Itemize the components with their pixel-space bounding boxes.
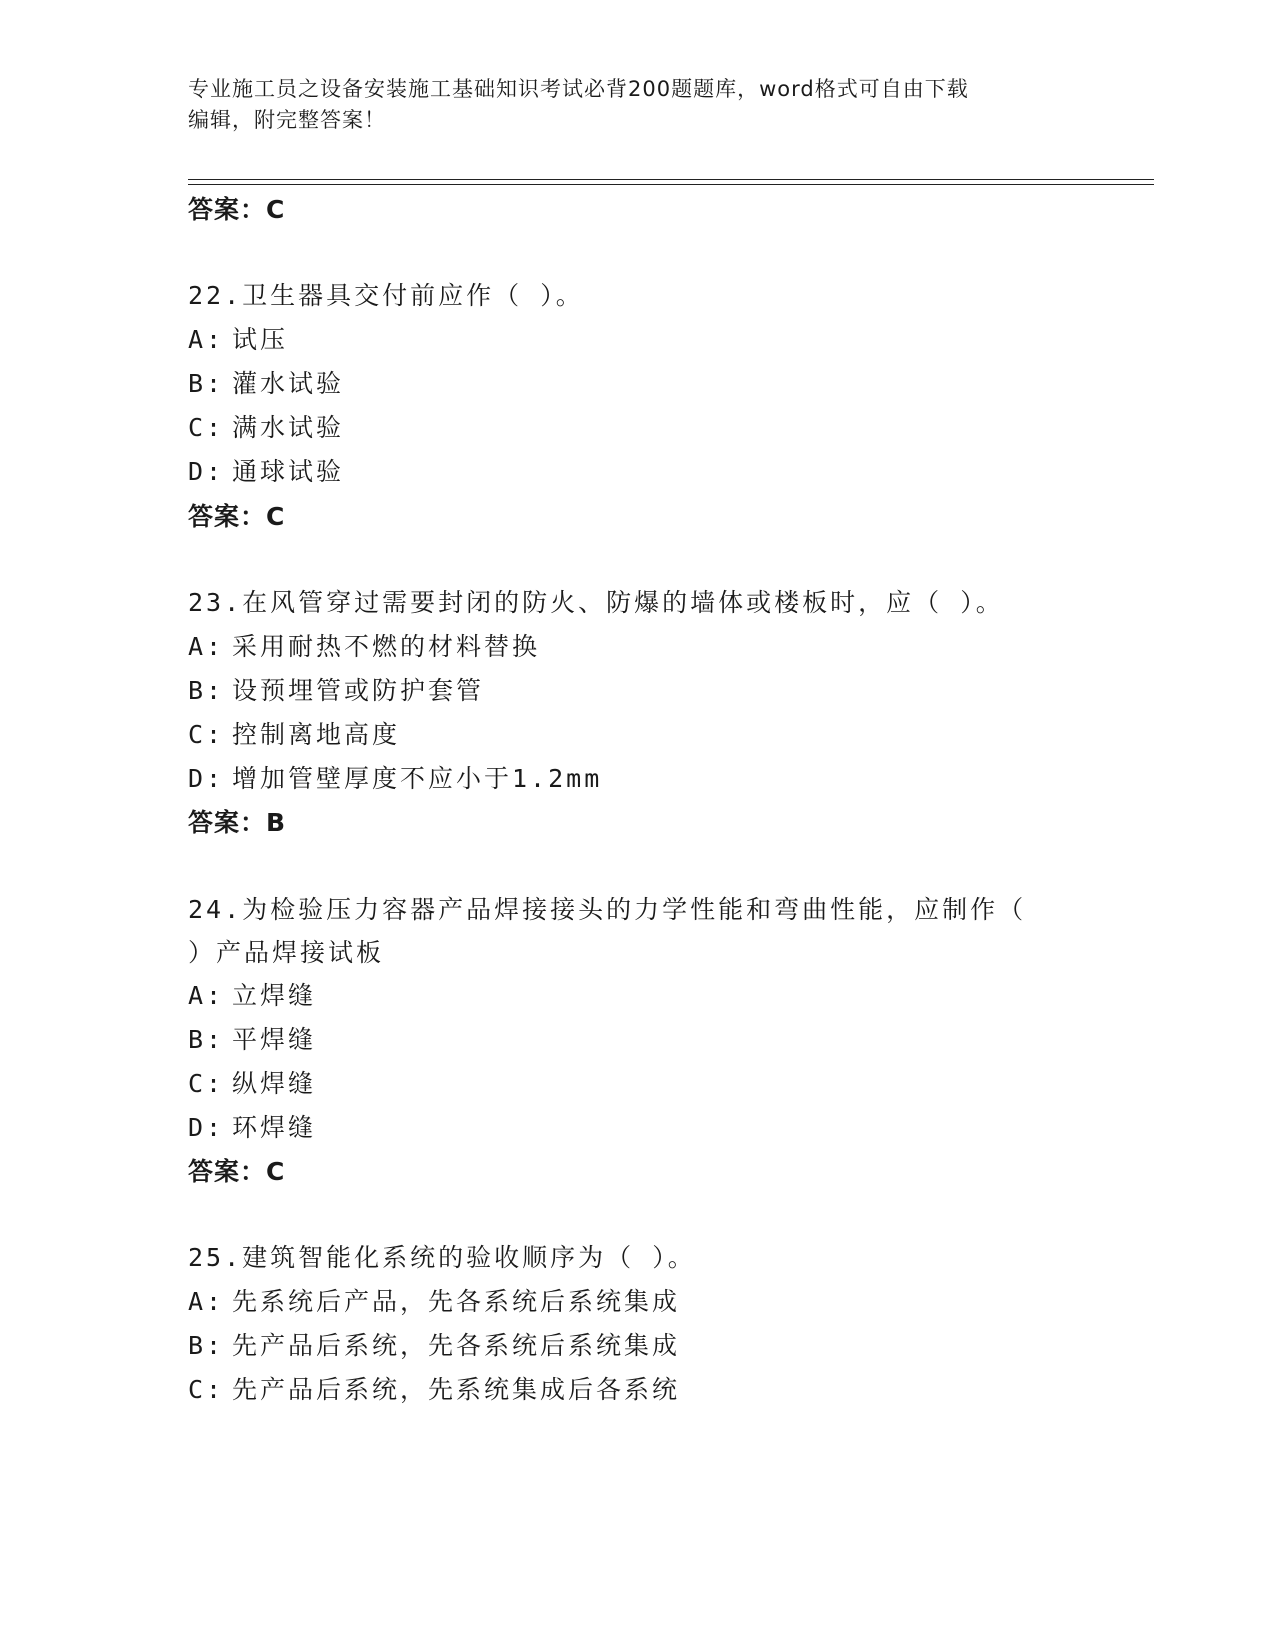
question-24-option-b: [188, 1020, 316, 1056]
document-header: [188, 74, 1088, 136]
header-line-2: 编辑，附完整答案！: [188, 108, 386, 132]
option-text: 环焊缝: [232, 1113, 317, 1142]
question-25-stem: 25.建筑智能化系统的验收顺序为（ ）。: [188, 1243, 696, 1272]
option-letter: D:: [188, 1113, 225, 1142]
question-24-option-c: [188, 1064, 316, 1100]
question-23-option-c: [188, 715, 400, 751]
option-text: 试压: [232, 325, 289, 354]
option-letter: B:: [188, 1025, 225, 1054]
option-letter: B:: [188, 676, 225, 705]
option-letter: C:: [188, 1375, 225, 1404]
prev-question-answer: 答案：C: [188, 195, 286, 224]
option-letter: A:: [188, 1287, 225, 1316]
option-text: 平焊缝: [232, 1025, 317, 1054]
option-text: 满水试验: [232, 413, 345, 442]
option-text: 纵焊缝: [232, 1069, 317, 1098]
option-letter: A:: [188, 325, 225, 354]
option-letter: B:: [188, 1331, 225, 1360]
question-22-option-b: [188, 364, 344, 400]
option-letter: D:: [188, 764, 225, 793]
question-23-option-a: [188, 627, 540, 663]
question-23-stem: 23.在风管穿过需要封闭的防火、防爆的墙体或楼板时，应（ ）。: [188, 588, 1004, 617]
option-letter: C:: [188, 720, 225, 749]
option-letter: D:: [188, 457, 225, 486]
question-24-stem-line-1: 24.为检验压力容器产品焊接接头的力学性能和弯曲性能，应制作（: [188, 895, 1027, 924]
question-23-answer: 答案：B: [188, 808, 287, 837]
question-22-stem: 22.卫生器具交付前应作（ ）。: [188, 281, 584, 310]
header-divider-top: [188, 179, 1154, 180]
question-23-option-d: [188, 759, 602, 795]
option-letter: A:: [188, 981, 225, 1010]
option-letter: A:: [188, 632, 225, 661]
option-text: 增加管壁厚度不应小于1.2mm: [232, 764, 603, 793]
option-letter: C:: [188, 1069, 225, 1098]
option-text: 设预埋管或防护套管: [232, 676, 485, 705]
question-25-option-a: [188, 1282, 680, 1318]
option-text: 先系统后产品，先各系统后系统集成: [232, 1287, 681, 1316]
option-text: 采用耐热不燃的材料替换: [232, 632, 541, 661]
question-22-option-a: [188, 320, 288, 356]
question-24-answer: 答案：C: [188, 1157, 286, 1186]
question-22-answer: 答案：C: [188, 502, 286, 531]
option-text: 控制离地高度: [232, 720, 401, 749]
question-24-option-a: [188, 976, 316, 1012]
question-22-option-d: [188, 452, 344, 488]
question-24-stem-line-2: ）产品焊接试板: [188, 938, 385, 967]
question-23-option-b: [188, 671, 484, 707]
question-25-option-b: [188, 1326, 680, 1362]
option-text: 灌水试验: [232, 369, 345, 398]
option-text: 通球试验: [232, 457, 345, 486]
header-line-1: 专业施工员之设备安装施工基础知识考试必背200题题库，word格式可自由下载: [188, 77, 969, 101]
option-text: 先产品后系统，先系统集成后各系统: [232, 1375, 681, 1404]
header-divider-bottom: [188, 184, 1154, 185]
option-text: 立焊缝: [232, 981, 317, 1010]
question-22-option-c: [188, 408, 344, 444]
question-25-option-c: [188, 1370, 680, 1406]
option-letter: B:: [188, 369, 225, 398]
question-24-option-d: [188, 1108, 316, 1144]
option-letter: C:: [188, 413, 225, 442]
option-text: 先产品后系统，先各系统后系统集成: [232, 1331, 681, 1360]
